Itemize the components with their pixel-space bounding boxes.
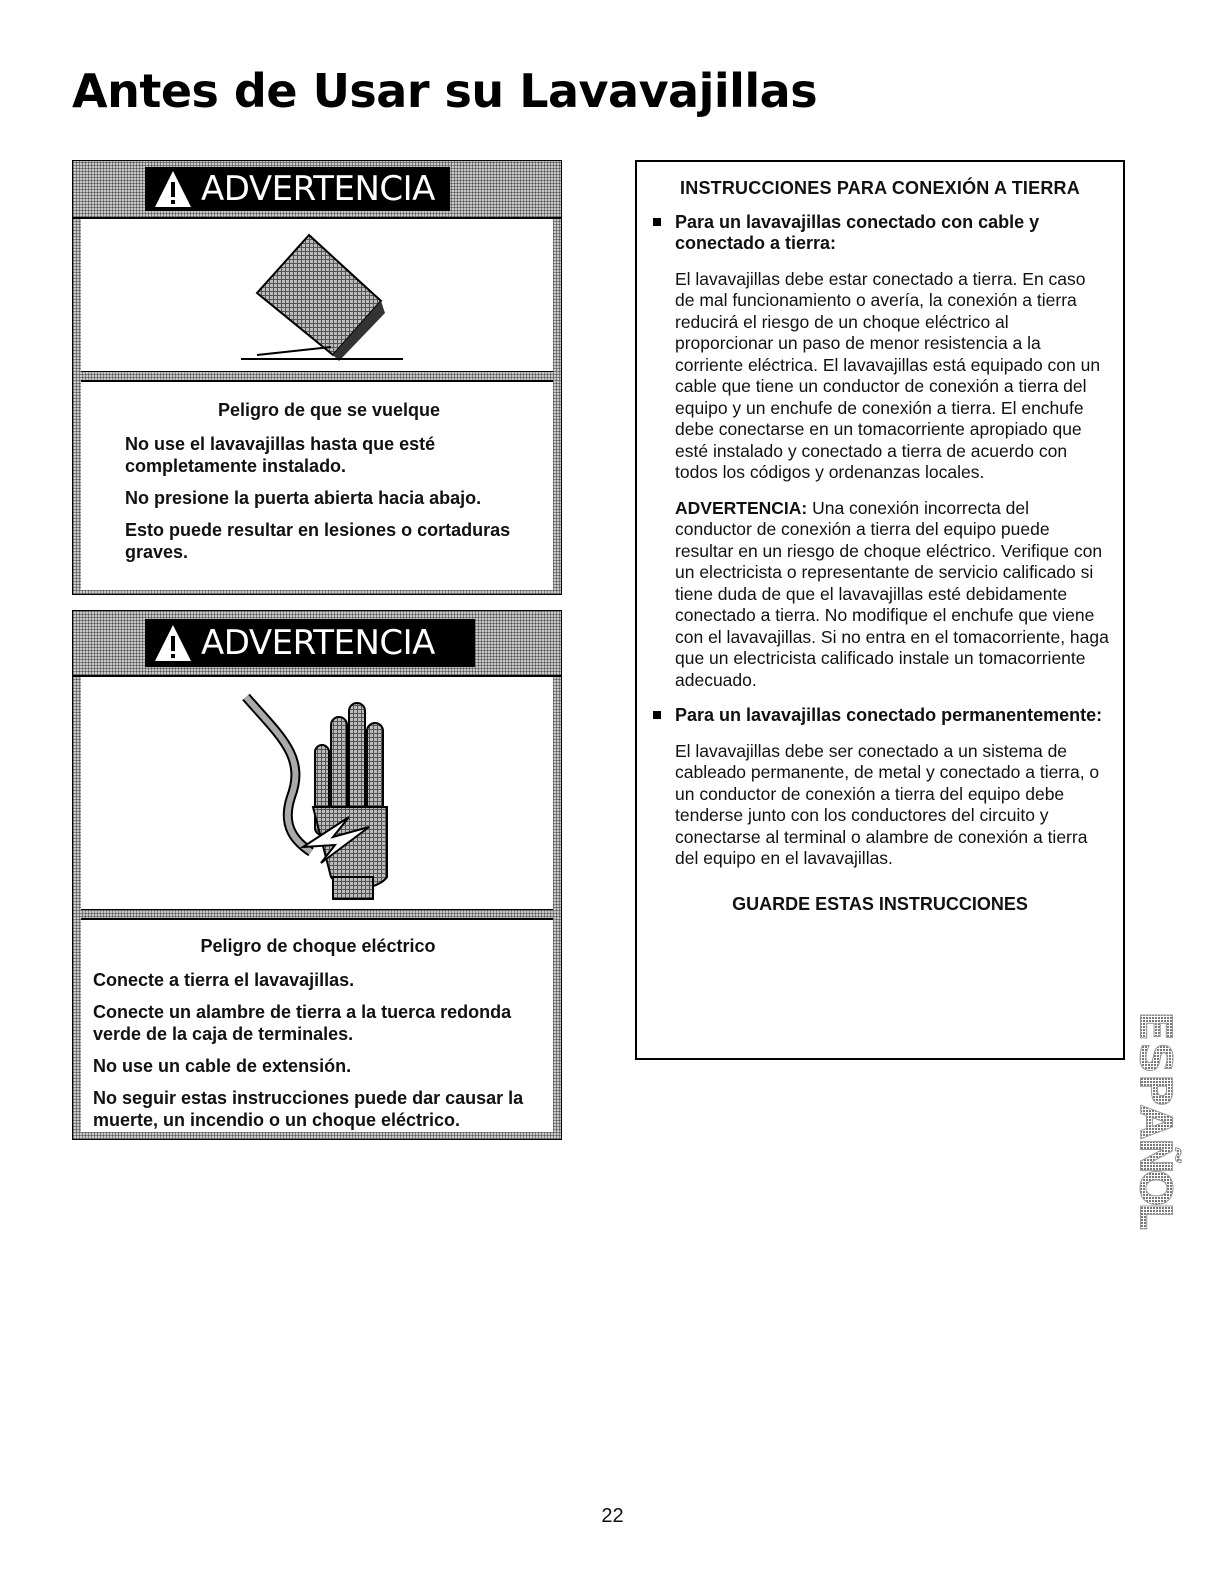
side-tab-letter: P: [1129, 1073, 1181, 1107]
side-tab-letter: L: [1129, 1201, 1181, 1231]
side-tab-letter: S: [1129, 1042, 1181, 1074]
grounding-title: INSTRUCCIONES PARA CONEXIÓN A TIERRA: [680, 178, 1080, 198]
signal-word: ADVERTENCIA: [201, 623, 435, 663]
side-tab-letter: O: [1129, 1169, 1181, 1207]
grounding-instructions-box: [635, 160, 1125, 1060]
warning-header: [73, 611, 561, 677]
warning-body: Una conexión incorrecta del conductor de conexión a tierra del equipo puede resultar en un riesgo de choque eléctrico. Verifique con un electricista o representante de servicio calificado si tiene duda de que el lavavajillas esté debidamente conectado a tierra. No modifique el enchufe que viene con el lavavajillas. Si no entra en el tomacorriente, haga que un electricista calificado instale un tomacorriente adecuado.: [675, 497, 1109, 690]
shock-warning-box: [72, 610, 562, 1140]
warning-triangle-icon: [153, 623, 193, 663]
warning-line: Esto puede resultar en lesiones o cortaduras graves.: [125, 520, 511, 562]
warning-text-panel: [81, 380, 553, 590]
warning-line: No seguir estas instrucciones puede dar causar la muerte, un incendio o un choque eléctrico.: [93, 1088, 524, 1130]
side-tab-letter: A: [1129, 1104, 1181, 1140]
warning-label: [145, 619, 475, 667]
electric-shock-hand-icon: [81, 677, 553, 910]
warning-line: No use el lavavajillas hasta que esté completamente instalado.: [125, 434, 436, 476]
warning-line: Conecte a tierra el lavavajillas.: [93, 970, 355, 990]
warning-line: No presione la puerta abierta hacia abajo.: [125, 488, 482, 508]
tip-over-hazard-icon: [81, 219, 553, 372]
page-title: Antes de Usar su Lavavajillas: [72, 64, 818, 118]
cord-connected-text: El lavavajillas debe estar conectado a tierra. En caso de mal funcionamiento o avería, la conexión a tierra reducirá el riesgo de un choque eléctrico al proporcionar un paso de menor resistencia a la corriente eléctrica. El lavavajillas está equipado con un cable que tiene un conductor de conexión a tierra del equipo y un enchufe de conexión a tierra. El enchufe debe conectarse en un tomacorriente apropiado que esté instalado y conectado a tierra de acuerdo con todos los códigos y ordenanzas locales.: [675, 268, 1101, 482]
warning-line: No use un cable de extensión.: [93, 1056, 352, 1076]
grounding-warning-text: [651, 498, 1109, 692]
warning-header: [73, 161, 561, 219]
warning-text-panel: [81, 918, 553, 1132]
side-tab-letter: Ñ: [1129, 1137, 1181, 1175]
permanent-heading: Para un lavavajillas conectado permanentemente:: [651, 705, 1109, 727]
side-tab-letter: E: [1129, 1010, 1181, 1042]
warning-line: Conecte un alambre de tierra a la tuerca redonda verde de la caja de terminales.: [93, 1002, 512, 1044]
language-side-tab: [1125, 1000, 1185, 1235]
tip-over-warning-box: [72, 160, 562, 595]
warning-triangle-icon: [153, 169, 193, 209]
page-number: 22: [601, 1505, 624, 1527]
warning-label: ADVERTENCIA:: [675, 497, 808, 518]
save-instructions: GUARDE ESTAS INSTRUCCIONES: [732, 893, 1028, 914]
warning-label: [145, 167, 450, 211]
permanent-text: El lavavajillas debe ser conectado a un sistema de cableado permanente, de metal y conectado a tierra, o un conductor de conexión a tierra del equipo debe tenderse junto con los conductores del circuito y conectarse al terminal o alambre de conexión a tierra del equipo en el lavavajillas.: [675, 740, 1100, 868]
cord-connected-heading: Para un lavavajillas conectado con cable y conectado a tierra:: [651, 212, 1109, 255]
hazard-title: Peligro de que se vuelque: [217, 400, 441, 420]
signal-word: ADVERTENCIA: [201, 169, 435, 209]
hazard-title: Peligro de choque eléctrico: [200, 936, 436, 956]
